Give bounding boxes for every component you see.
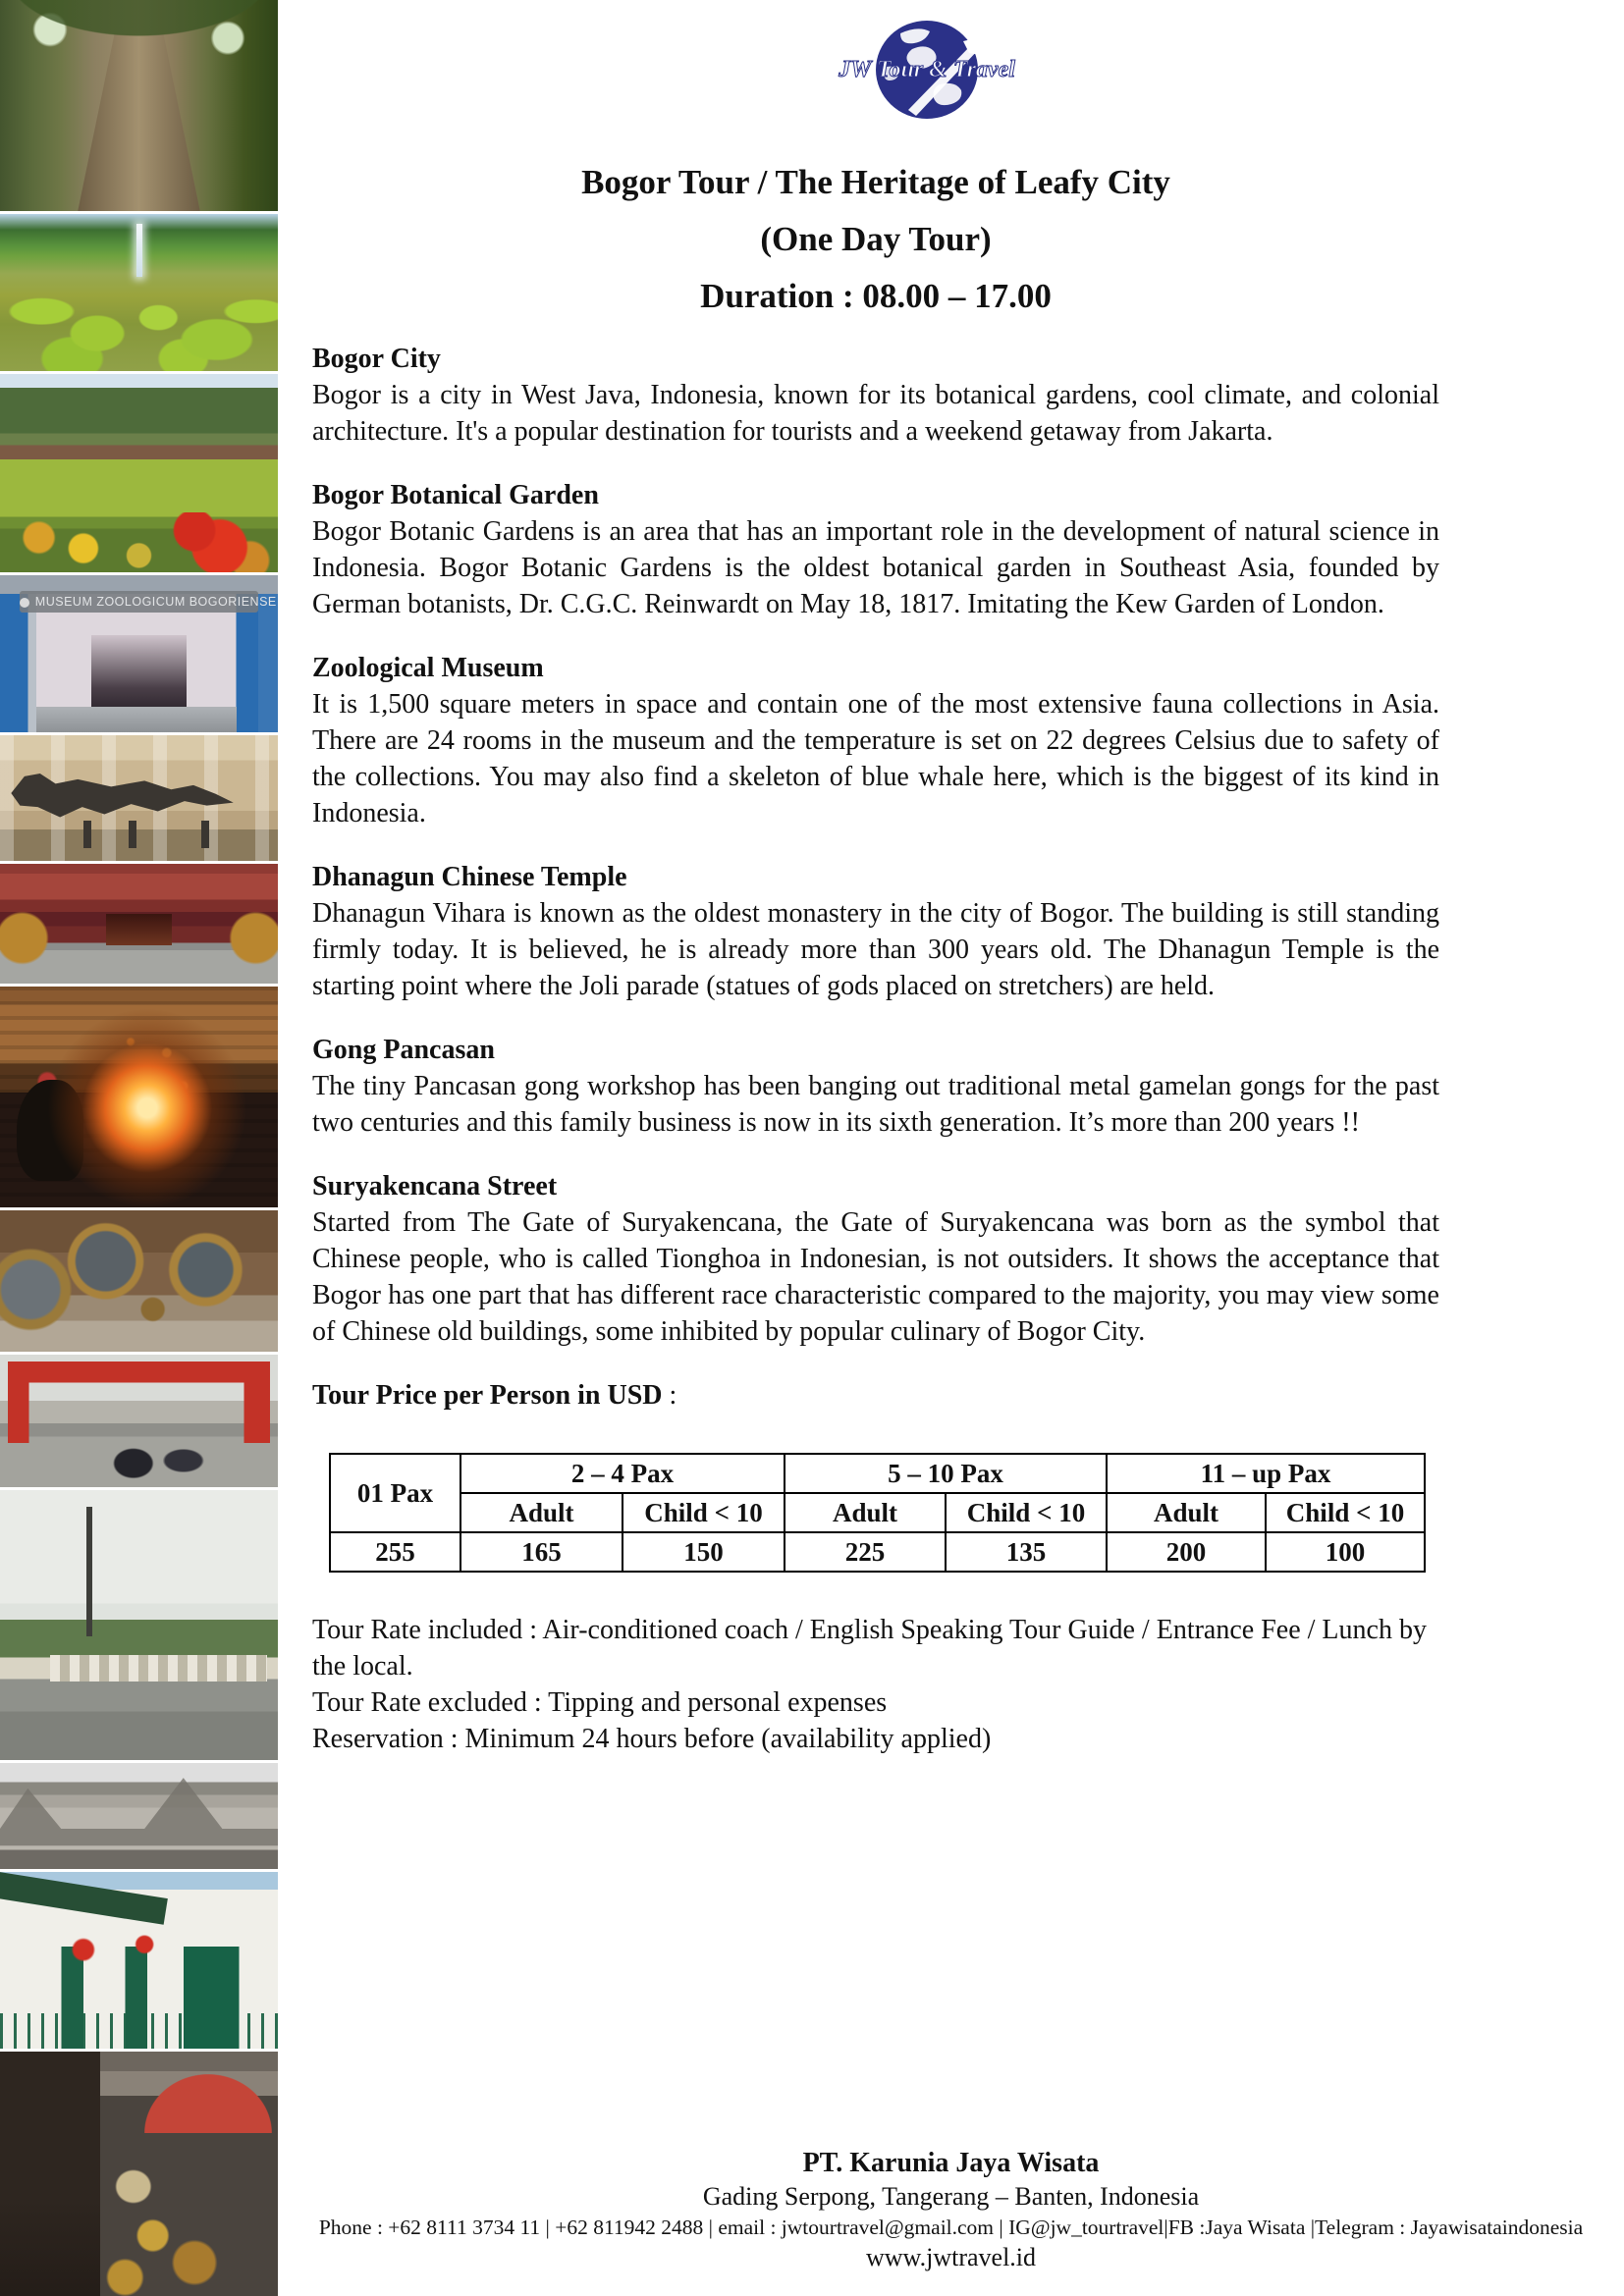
logo [312, 16, 1439, 129]
cell-01-pax: 01 Pax [330, 1454, 460, 1532]
section-zoological-museum [312, 650, 1439, 831]
section-dhanagun-temple [312, 859, 1439, 1004]
section-suryakencana-street [312, 1168, 1439, 1350]
section-botanical-garden [312, 477, 1439, 622]
cell-group-2-4: 2 – 4 Pax [460, 1454, 785, 1493]
cell-group-5-10: 5 – 10 Pax [785, 1454, 1107, 1493]
photo-colonial-house [0, 1763, 278, 1869]
section-body: It is 1,500 square meters in space and contain one of the most extensive fauna collections in Asia. There are 24 rooms in the museum and the temperature is set on 22 degrees Celsius due to safety of the collections. You may also find a skeleton of blue whale here, which is the biggest of its kind in Indonesia. [312, 689, 1439, 828]
section-gong-pancasan [312, 1032, 1439, 1141]
page-title [312, 154, 1439, 325]
cell-value: 135 [946, 1532, 1107, 1572]
cell-subheader: Child < 10 [623, 1493, 785, 1532]
main-content [312, 0, 1439, 1757]
note-reservation: Reservation : Minimum 24 hours before (availability applied) [312, 1724, 992, 1754]
table-row-values [330, 1532, 1425, 1572]
section-heading: Bogor Botanical Garden [312, 480, 599, 510]
note-included: Tour Rate included : Air-conditioned coach / English Speaking Tour Guide / Entrance Fee / Lunch by the local. [312, 1615, 1427, 1682]
company-contact: Phone : +62 8111 3734 11 | +62 811942 2488 | email : jwtourtravel@gmail.com | IG@jw_tourtravel|FB :Jaya Wisata |Telegram : Jayawisataindonesia [318, 2216, 1584, 2239]
title-line-1: Bogor Tour / The Heritage of Leafy City [581, 163, 1170, 201]
section-heading: Zoological Museum [312, 653, 544, 683]
cell-value: 165 [460, 1532, 623, 1572]
photo-green-doors-building [0, 1872, 278, 2049]
photo-gong-forge-fire [0, 987, 278, 1207]
cell-value: 200 [1107, 1532, 1266, 1572]
table-row-subheaders [330, 1493, 1425, 1532]
museum-banner-logo-icon [20, 598, 29, 608]
section-body: The tiny Pancasan gong workshop has been banging out traditional metal gamelan gongs for the past two centuries and this family business is now in its sixth generation. It’s more than 200 years !! [312, 1071, 1439, 1138]
tour-notes [312, 1612, 1439, 1757]
cell-value: 150 [623, 1532, 785, 1572]
photo-gamelan-gong-shop [0, 1210, 278, 1352]
globe-logo-icon [814, 16, 1040, 124]
section-heading: Suryakencana Street [312, 1171, 558, 1201]
logo-text: JW Tour & Travel [839, 57, 1015, 82]
museum-banner [20, 591, 277, 613]
section-body: Started from The Gate of Suryakencana, the Gate of Suryakencana was born as the symbol that Chinese people, who is called Tionghoa in Indonesian, is not outsiders. It shows the acceptance that Bogor has one part that has different race characteristic compared to the majority, you may view some of Chinese old buildings, some inhibited by popular culinary of Bogor City. [312, 1207, 1439, 1347]
cell-value: 100 [1266, 1532, 1425, 1572]
photo-botanical-garden-lawn [0, 374, 278, 572]
title-line-3: Duration : 08.00 – 17.00 [700, 277, 1052, 315]
company-website: www.jwtravel.id [865, 2243, 1037, 2271]
photo-dinosaur-skeleton [0, 735, 278, 861]
photo-zoological-museum-entrance [0, 575, 278, 732]
photo-chinese-temple [0, 864, 278, 984]
cell-value: 225 [785, 1532, 946, 1572]
price-heading: Tour Price per Person in USD : [312, 1380, 677, 1411]
cell-subheader: Child < 10 [946, 1493, 1107, 1532]
photo-city-street-monument [0, 1490, 278, 1760]
note-excluded: Tour Rate excluded : Tipping and personal expenses [312, 1687, 888, 1718]
price-table [329, 1453, 1426, 1573]
cell-subheader: Adult [460, 1493, 623, 1532]
section-body: Bogor Botanic Gardens is an area that has an important role in the development of natural science in Indonesia. Bogor Botanic Gardens is the oldest botanical garden in Southeast Asia, founded by German botanists, Dr. C.G.C. Reinwardt on May 18, 1817. Imitating the Kew Garden of London. [312, 516, 1439, 619]
footer [278, 2146, 1624, 2273]
museum-banner-label: MUSEUM ZOOLOGICUM BOGORIENSE [34, 595, 277, 609]
title-line-2: (One Day Tour) [760, 220, 992, 258]
section-bogor-city [312, 341, 1439, 450]
section-heading: Dhanagun Chinese Temple [312, 862, 627, 892]
cell-subheader: Adult [785, 1493, 946, 1532]
photo-lily-pond-fountain [0, 214, 278, 371]
section-heading: Bogor City [312, 344, 441, 374]
photo-sidebar [0, 0, 278, 2296]
photo-street-market [0, 2052, 278, 2296]
cell-value: 255 [330, 1532, 460, 1572]
cell-group-11-up: 11 – up Pax [1107, 1454, 1425, 1493]
photo-giant-tree [0, 0, 278, 211]
cell-subheader: Child < 10 [1266, 1493, 1425, 1532]
sections [312, 341, 1439, 1757]
company-address: Gading Serpong, Tangerang – Banten, Indonesia [702, 2182, 1200, 2211]
table-row-groups [330, 1454, 1425, 1493]
section-body: Bogor is a city in West Java, Indonesia, known for its botanical gardens, cool climate, and colonial architecture. It's a popular destination for tourists and a weekend getaway from Jakarta. [312, 380, 1439, 447]
photo-suryakencana-red-gate [0, 1355, 278, 1487]
company-name: PT. Karunia Jaya Wisata [802, 2148, 1100, 2178]
section-body: Dhanagun Vihara is known as the oldest monastery in the city of Bogor. The building is still standing firmly today. It is believed, he is already more than 300 years old. The Dhanagun Temple is the starting point where the Joli parade (statues of gods placed on stretchers) are held. [312, 898, 1439, 1001]
section-heading: Gong Pancasan [312, 1035, 495, 1065]
cell-subheader: Adult [1107, 1493, 1266, 1532]
